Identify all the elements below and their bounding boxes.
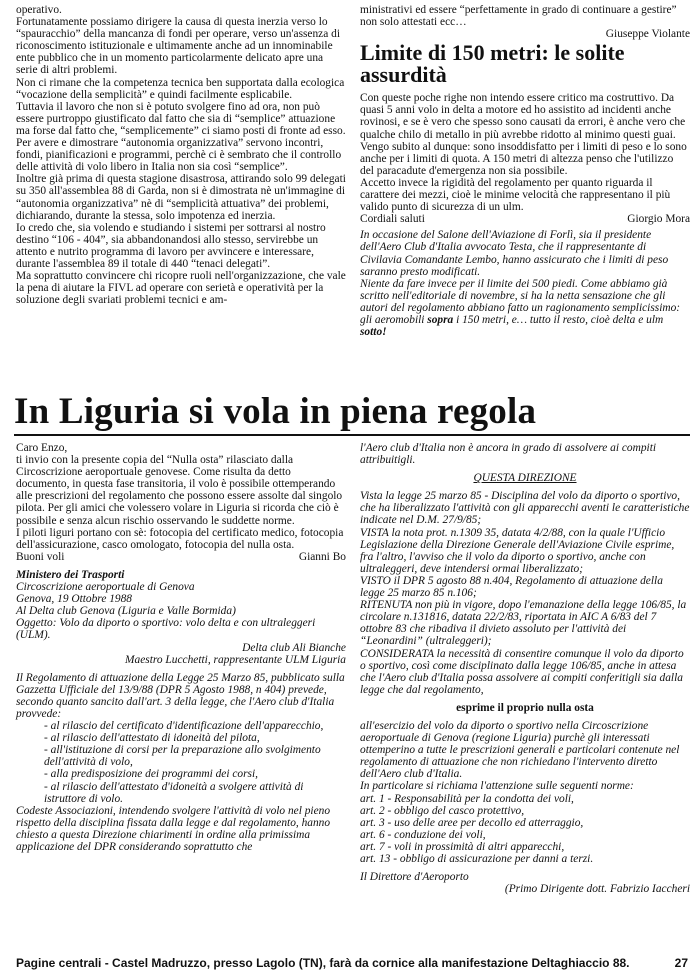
paragraph: Accetto invece la rigidità del regolamento per quanto riguarda il carattere dei mezzi, cioè le minime velocità che rappresentano il più valido punto di sicurezza di un ulm. (360, 176, 671, 214)
doc-paragraph: Il Regolamento di attuazione della Legge 25 Marzo 85, pubblicato sulla Gazzetta Ufficiale del 13/9/88 (DPR 5 Agosto 1988, n 404) prevede, secondo quanto sancito dall'art. 3 della legge, che l'Aero club d'Italia provvede: (16, 671, 345, 720)
editorial-column (16, 4, 346, 306)
norm-item: art. 13 - obbligo di assicurazione per danni a terzi. (360, 853, 594, 865)
paragraph: Non ci rimane che la competenza tecnica ben supportata dalla ecologica “vocazione della semplicità” e quindi facilmente esplicabile. (16, 76, 345, 101)
paragraph: Per avere e dimostrare “autonomia organizzativa” servono incontri, fondi, pianificazioni e programmi, perchè ci è sembrato che il controllo delle attività di volo libero in Italia non sia così “semplice”. (16, 137, 342, 174)
norm-item: art. 6 - conduzione dei voli, (360, 828, 486, 841)
norm-item: art. 2 - obbligo del casco protettivo, (360, 804, 525, 817)
letters-column (360, 4, 690, 338)
closing-greeting: Cordiali saluti (360, 213, 425, 226)
norm-item: art. 3 - uso delle aree per decollo ed atterraggio, (360, 816, 584, 829)
note-text: i 150 metri, e… tutto il resto, cioè delta e ulm (453, 313, 664, 326)
doc-header-line: Oggetto: Volo da diporto o sportivo: volo delta e con ultraleggeri (ULM). (16, 617, 316, 642)
liguria-left-column (16, 442, 346, 853)
note-bold: sotto! (360, 326, 387, 339)
doc-paragraph: all'esercizio del volo da diporto o sportivo nella Circoscrizione aeroportuale di Genova (regione Liguria) purchè gli interessati ottemperino a tutte le prescrizioni generali e particolari contenute nel regolamento di attuazione che non richiedano l'intervento diretto dell'Aero club d'Italia. (360, 719, 680, 781)
article-headline-limite: Limite di 150 metri: le solite assurdità (360, 40, 625, 88)
signer-title: Il Direttore d'Aeroporto (360, 871, 469, 884)
doc-paragraph: Codeste Associazioni, intendendo svolgere l'attività di volo nel pieno rispetto della disciplina fissata dalla legge e dal regolamento, hanno chiesto a questa Direzione chiarimenti in ordine alla primissima applicazione del DPR considerando soprattutto che (16, 804, 331, 853)
paragraph: Fortunatamente possiamo dirigere la causa di questa inerzia verso lo “spauracchio” della mancanza di fondi per operare, verso un'assenza di riconoscimento istituzionale e ultimamente anche ad un innominabile ente pubblico che in un momento particolarmente delicato apre una serie di altri problemi. (16, 16, 340, 77)
norm-item: art. 1 - Responsabilità per la condotta dei voli, (360, 792, 574, 805)
salutation: Caro Enzo, (16, 442, 68, 454)
paragraph: operativo. (16, 4, 62, 16)
paragraph: ministrativi ed essere “perfettamente in grado di continuare a gestire” non solo attestati ecc… (360, 4, 677, 29)
consideration: Vista la legge 25 marzo 85 - Disciplina del volo da diporto o sportivo, che ha liberalizzato l'attività con gli apparecchi aventi le caratteristiche indicate nel D.M. 27/9/85; (360, 490, 690, 527)
direction-title: QUESTA DIREZIONE (473, 472, 577, 485)
paragraph: Tuttavia il lavoro che non si è potuto svolgere fino ad ora, non può essere purtroppo giustificato dal fatto che sia di “semplice” attuazione ma forse dal fatto che, “semplicemente” ci siamo posti di fronte ad esso. (16, 100, 346, 137)
closing-line (16, 551, 346, 563)
closing-greeting: Buoni voli (16, 550, 65, 563)
page-number: 27 (674, 956, 688, 970)
paragraph: Vengo subito al dunque: sono insoddisfatto per i limiti di peso e lo sono anche per i limiti di quota. A 150 metri di altezza penso che l'utilizzo del paracadute d'emergenza non sia possibile. (360, 140, 687, 177)
recipient-line: Maestro Lucchetti, rappresentante ULM Liguria (125, 653, 346, 666)
paragraph: Inoltre già prima di questa stagione disastrosa, attirando solo 99 delegati su 350 all'assemblea 88 di Garda, non si è dimostrata nè un'immagine di “autonomia organizzativa” nè di “semplicità attuativa” dei problemi, dichiarando, durante la stessa, solo impotenza ed inerzia. (16, 173, 346, 222)
signature-violante: Giuseppe Violante (605, 28, 690, 41)
paragraph: Io credo che, sia volendo e studiando i sistemi per sottrarsi al nostro destino “106 - 404”, sia abbandonandosi allo stesso, servirebbe un attento e nutrito programma di lavoro per avvincere e interessare, durante l'assemblea 89 il totale di 440 “tenaci delegati”. (16, 221, 326, 270)
list-item: - al rilascio dell'attestato di idoneità del pilota, (44, 732, 260, 745)
verdict: esprime il proprio nulla osta (456, 701, 594, 714)
note-text: Niente da fare invece per il limite dei 500 piedi. Come abbiamo già scritto nell'editoriale di novembre, si ha la netta sensazione che gli autori del regolamento abbiano fatto un ragionamento semplicissimo: gli aeromobili (360, 277, 681, 326)
headline-rule (14, 434, 690, 436)
photo-caption: Pagine centrali - Castel Madruzzo, presso Lagolo (TN), farà da cornice alla manifestazione Deltaghiaccio 88. (16, 956, 630, 970)
editor-note: In occasione del Salone dell'Aviazione di Forlì, sia il presidente dell'Aero Club d'Italia avvocato Testa, che il rappresentante di Civilavia Comandante Lembo, hanno assicurato che i limiti di peso saranno presto modificati. (360, 229, 669, 278)
editor-note-2 (360, 278, 690, 338)
liguria-right-column (360, 442, 690, 895)
list-item: - al rilascio del certificato d'identificazione dell'apparecchio, (44, 720, 324, 733)
doc-header-line: Al Delta club Genova (Liguria e Valle Bormida) (16, 605, 236, 618)
norms-intro: In particolare si richiama l'attenzione sulle seguenti norme: (360, 780, 634, 793)
ministry-heading: Ministero dei Trasporti (16, 568, 125, 581)
doc-header-line: Genova, 19 Ottobre 1988 (16, 593, 132, 606)
list-item: - al rilascio dell'attestato d'idoneità a svolgere attività di istruttore di volo. (44, 780, 304, 805)
page-footer (16, 956, 688, 970)
paragraph: ti invio con la presente copia del “Nulla osta” rilasciato dalla Circoscrizione aeroportuale genovese. Come risulta da detto documento, in questa fase transitoria, il volo è possibile ottemperando alle prescrizioni del regolamento che possono essere assolte dal singolo pilota. Per gli amici che volessero volare in Liguria si ricorda che ciò è possibile e senza alcun rischio osservando le suddette norme. (16, 454, 343, 527)
note-bold: sopra (427, 313, 454, 326)
paragraph: Con queste poche righe non intendo essere critico ma costruttivo. Da quasi 5 anni volo in delta a motore ed ho assistito ad incidenti anche rovinosi, e se è vero che spesso sono causati da errori, è anche vero che qualche chilo di metallo in più avrebbe ridotto al minimo questi guai. (360, 92, 686, 141)
paragraph: Ma soprattutto convincere chi ricopre ruoli nell'organizzazione, che vale la pena di aiutare la FIVL ad operare con serietà e operatività per la soluzione degli svariati problemi tecnici e am- (16, 270, 346, 307)
recipient-line: Delta club Ali Bianche (242, 641, 346, 654)
signature-bo: Gianni Bo (298, 550, 346, 563)
consideration: VISTA la nota prot. n.1309 35, datata 4/2/88, con la quale l'Ufficio Legislazione della Direzione Generale dell'Aviazione Civile esprime, fra l'altro, l'avviso che il volo da diporto o sportivo, anche con ultraleggeri, deve intendersi ormai liberalizzato; (360, 526, 675, 575)
consideration: CONSIDERATA la necessità di consentire comunque il volo da diporto o sportivo, così come disciplinato dalla legge 106/85, anche in attesa che l'Aero club d'Italia possa assolvere ai compiti conferitigli sia dalla legge che dal regolamento, (360, 647, 684, 696)
signature-mora: Giorgio Mora (627, 213, 690, 226)
doc-header-line: Circoscrizione aeroportuale di Genova (16, 581, 195, 594)
list-item: - all'istituzione di corsi per la preparazione allo svolgimento dell'attività di volo, (44, 744, 321, 769)
consideration: RITENUTA non più in vigore, dopo l'emanazione della legge 106/85, la circolare n.131816, datata 22/2/83, riportata in AIC A 6/83 del 7 ottobre 83 che ribadiva il divieto assoluto per l'attività dei “Leonardini” (ultraleggeri); (360, 599, 687, 648)
signer-name: (Primo Dirigente dott. Fabrizio Iaccheri (504, 883, 690, 896)
closing-line (360, 213, 690, 225)
paragraph: I piloti liguri portano con sè: fotocopia del certificato medico, fotocopia dell'assicurazione, casco omologato, fotocopia del nulla osta. (16, 526, 344, 551)
norm-item: art. 7 - voli in prossimità di altri apparecchi, (360, 840, 565, 853)
main-headline: In Liguria si vola in piena regola (14, 391, 537, 432)
consideration: VISTO il DPR 5 agosto 88 n.404, Regolamento di attuazione della legge 25 marzo 85 n.106; (360, 574, 663, 600)
list-item: - alla predisposizione dei programmi dei corsi, (44, 768, 258, 781)
doc-paragraph: l'Aero club d'Italia non è ancora in grado di assolvere ai compiti attribuitigli. (360, 442, 657, 467)
